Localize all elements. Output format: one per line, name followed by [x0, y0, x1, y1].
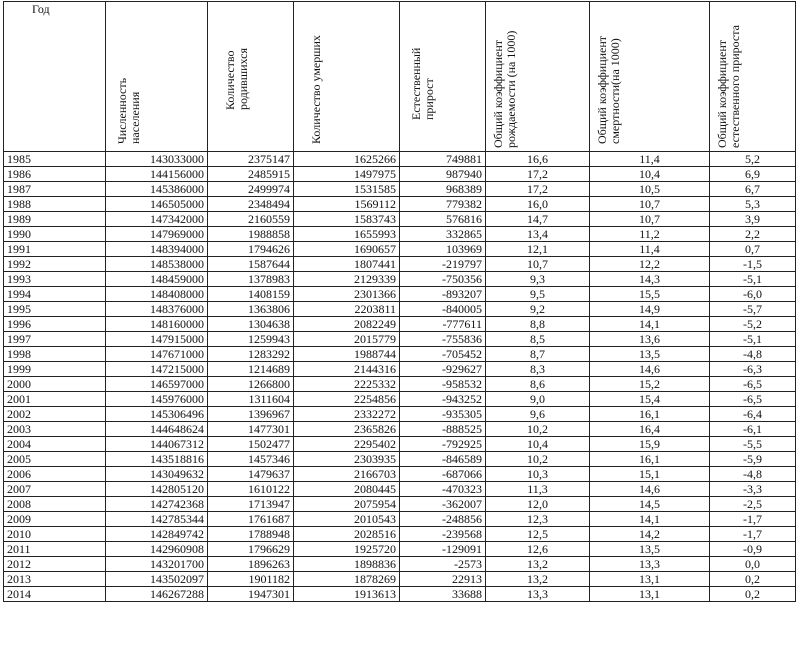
cell-population: 144648624: [106, 422, 208, 437]
cell-birth-rate: 8,5: [486, 332, 590, 347]
cell-death-rate: 10,7: [590, 197, 710, 212]
cell-population: 148160000: [106, 317, 208, 332]
cell-growth-rate: -0,9: [710, 542, 796, 557]
demographics-table: [3, 1, 796, 602]
cell-deaths: 2166703: [294, 467, 400, 482]
cell-death-rate: 14,5: [590, 497, 710, 512]
cell-births: 1587644: [208, 257, 294, 272]
cell-death-rate: 12,2: [590, 257, 710, 272]
cell-growth-rate: 6,7: [710, 182, 796, 197]
cell-population: 146597000: [106, 377, 208, 392]
cell-population: 147215000: [106, 362, 208, 377]
cell-death-rate: 16,4: [590, 422, 710, 437]
table-row: [4, 347, 796, 362]
cell-birth-rate: 16,6: [486, 152, 590, 167]
table-row: [4, 302, 796, 317]
cell-death-rate: 13,5: [590, 542, 710, 557]
cell-births: 1363806: [208, 302, 294, 317]
header-year: [4, 2, 106, 152]
cell-growth-rate: -5,2: [710, 317, 796, 332]
header-death-rate: [590, 2, 710, 152]
cell-death-rate: 13,6: [590, 332, 710, 347]
cell-growth-rate: -1,7: [710, 512, 796, 527]
cell-deaths: 2301366: [294, 287, 400, 302]
cell-death-rate: 13,5: [590, 347, 710, 362]
table-row: [4, 287, 796, 302]
cell-growth-rate: -5,5: [710, 437, 796, 452]
cell-births: 1408159: [208, 287, 294, 302]
cell-birth-rate: 8,8: [486, 317, 590, 332]
cell-population: 147342000: [106, 212, 208, 227]
cell-death-rate: 13,1: [590, 587, 710, 602]
header-deaths: [294, 2, 400, 152]
table-row: [4, 377, 796, 392]
cell-deaths: 2080445: [294, 482, 400, 497]
cell-year: 1995: [4, 302, 106, 317]
cell-death-rate: 16,1: [590, 452, 710, 467]
table-row: [4, 482, 796, 497]
cell-births: 1283292: [208, 347, 294, 362]
cell-deaths: 2365826: [294, 422, 400, 437]
cell-natural-growth: -846589: [400, 452, 486, 467]
cell-deaths: 2129339: [294, 272, 400, 287]
cell-death-rate: 14,1: [590, 317, 710, 332]
cell-births: 1311604: [208, 392, 294, 407]
cell-natural-growth: -935305: [400, 407, 486, 422]
cell-births: 1477301: [208, 422, 294, 437]
cell-natural-growth: 103969: [400, 242, 486, 257]
table-row: [4, 182, 796, 197]
cell-births: 1396967: [208, 407, 294, 422]
cell-death-rate: 14,2: [590, 527, 710, 542]
cell-growth-rate: -1,7: [710, 527, 796, 542]
header-deaths-label: Количество умерших: [309, 35, 323, 144]
cell-year: 2004: [4, 437, 106, 452]
cell-population: 144156000: [106, 167, 208, 182]
cell-death-rate: 15,5: [590, 287, 710, 302]
cell-deaths: 2075954: [294, 497, 400, 512]
table-row: [4, 422, 796, 437]
cell-natural-growth: 987940: [400, 167, 486, 182]
table-row: [4, 152, 796, 167]
cell-natural-growth: -750356: [400, 272, 486, 287]
cell-birth-rate: 12,5: [486, 527, 590, 542]
cell-births: 1761687: [208, 512, 294, 527]
cell-birth-rate: 12,6: [486, 542, 590, 557]
cell-births: 1457346: [208, 452, 294, 467]
cell-deaths: 1898836: [294, 557, 400, 572]
cell-growth-rate: -6,1: [710, 422, 796, 437]
cell-deaths: 2144316: [294, 362, 400, 377]
cell-year: 2005: [4, 452, 106, 467]
cell-growth-rate: -5,1: [710, 332, 796, 347]
cell-death-rate: 14,3: [590, 272, 710, 287]
cell-population: 148538000: [106, 257, 208, 272]
table-row: [4, 512, 796, 527]
cell-deaths: 2028516: [294, 527, 400, 542]
cell-population: 145976000: [106, 392, 208, 407]
cell-population: 146267288: [106, 587, 208, 602]
table-row: [4, 572, 796, 587]
cell-death-rate: 14,6: [590, 482, 710, 497]
cell-birth-rate: 11,3: [486, 482, 590, 497]
cell-death-rate: 15,4: [590, 392, 710, 407]
cell-birth-rate: 10,3: [486, 467, 590, 482]
cell-growth-rate: -6,0: [710, 287, 796, 302]
cell-population: 143033000: [106, 152, 208, 167]
cell-year: 2002: [4, 407, 106, 422]
cell-growth-rate: 5,3: [710, 197, 796, 212]
cell-deaths: 1878269: [294, 572, 400, 587]
cell-year: 2001: [4, 392, 106, 407]
cell-year: 2009: [4, 512, 106, 527]
header-death-rate-label: Общий коэффициент смертности(на 1000): [595, 35, 622, 144]
cell-growth-rate: -5,1: [710, 272, 796, 287]
cell-year: 2013: [4, 572, 106, 587]
header-births-label: Количество родившихся: [223, 47, 250, 110]
cell-natural-growth: -362007: [400, 497, 486, 512]
cell-births: 2485915: [208, 167, 294, 182]
cell-population: 142805120: [106, 482, 208, 497]
cell-population: 142960908: [106, 542, 208, 557]
cell-births: 1378983: [208, 272, 294, 287]
cell-deaths: 1497975: [294, 167, 400, 182]
cell-births: 2375147: [208, 152, 294, 167]
cell-growth-rate: 3,9: [710, 212, 796, 227]
cell-population: 147671000: [106, 347, 208, 362]
cell-birth-rate: 8,7: [486, 347, 590, 362]
cell-births: 2160559: [208, 212, 294, 227]
cell-birth-rate: 10,7: [486, 257, 590, 272]
cell-death-rate: 13,1: [590, 572, 710, 587]
cell-natural-growth: -470323: [400, 482, 486, 497]
cell-deaths: 1625266: [294, 152, 400, 167]
cell-year: 1988: [4, 197, 106, 212]
cell-deaths: 2082249: [294, 317, 400, 332]
cell-natural-growth: -929627: [400, 362, 486, 377]
cell-death-rate: 11,4: [590, 242, 710, 257]
cell-growth-rate: -6,5: [710, 392, 796, 407]
cell-death-rate: 15,9: [590, 437, 710, 452]
cell-population: 143518816: [106, 452, 208, 467]
cell-death-rate: 11,4: [590, 152, 710, 167]
table-row: [4, 167, 796, 182]
header-birth-rate: [486, 2, 590, 152]
cell-deaths: 1583743: [294, 212, 400, 227]
cell-birth-rate: 8,6: [486, 377, 590, 392]
cell-natural-growth: -705452: [400, 347, 486, 362]
cell-births: 1259943: [208, 332, 294, 347]
table-row: [4, 587, 796, 602]
cell-birth-rate: 14,7: [486, 212, 590, 227]
cell-deaths: 2254856: [294, 392, 400, 407]
cell-births: 1947301: [208, 587, 294, 602]
cell-births: 1896263: [208, 557, 294, 572]
cell-births: 1610122: [208, 482, 294, 497]
cell-deaths: 1569112: [294, 197, 400, 212]
cell-year: 1985: [4, 152, 106, 167]
cell-population: 148376000: [106, 302, 208, 317]
cell-births: 1713947: [208, 497, 294, 512]
cell-growth-rate: 0,0: [710, 557, 796, 572]
cell-deaths: 2295402: [294, 437, 400, 452]
cell-births: 1796629: [208, 542, 294, 557]
cell-population: 142742368: [106, 497, 208, 512]
cell-births: 1502477: [208, 437, 294, 452]
cell-year: 1993: [4, 272, 106, 287]
cell-natural-growth: -248856: [400, 512, 486, 527]
cell-deaths: 1655993: [294, 227, 400, 242]
cell-birth-rate: 17,2: [486, 182, 590, 197]
cell-year: 1997: [4, 332, 106, 347]
header-natural-growth: [400, 2, 486, 152]
header-population: [106, 2, 208, 152]
cell-births: 1304638: [208, 317, 294, 332]
header-row: [4, 2, 796, 152]
cell-births: 2348494: [208, 197, 294, 212]
cell-birth-rate: 10,4: [486, 437, 590, 452]
cell-natural-growth: -840005: [400, 302, 486, 317]
cell-birth-rate: 9,5: [486, 287, 590, 302]
header-natural-growth-label: Естественный прирост: [409, 47, 436, 120]
table-row: [4, 317, 796, 332]
cell-year: 2003: [4, 422, 106, 437]
cell-year: 1990: [4, 227, 106, 242]
cell-year: 1998: [4, 347, 106, 362]
cell-natural-growth: -129091: [400, 542, 486, 557]
cell-natural-growth: -943252: [400, 392, 486, 407]
table-row: [4, 257, 796, 272]
cell-natural-growth: -777611: [400, 317, 486, 332]
cell-growth-rate: -6,3: [710, 362, 796, 377]
cell-birth-rate: 12,0: [486, 497, 590, 512]
cell-deaths: 1988744: [294, 347, 400, 362]
cell-deaths: 2332272: [294, 407, 400, 422]
cell-death-rate: 10,7: [590, 212, 710, 227]
cell-deaths: 2015779: [294, 332, 400, 347]
cell-population: 148408000: [106, 287, 208, 302]
cell-births: 1479637: [208, 467, 294, 482]
cell-deaths: 2303935: [294, 452, 400, 467]
cell-year: 2006: [4, 467, 106, 482]
cell-birth-rate: 10,2: [486, 452, 590, 467]
cell-birth-rate: 13,3: [486, 587, 590, 602]
table-row: [4, 497, 796, 512]
cell-year: 1991: [4, 242, 106, 257]
cell-death-rate: 16,1: [590, 407, 710, 422]
cell-year: 2000: [4, 377, 106, 392]
header-population-label: Численность населения: [115, 77, 142, 144]
cell-birth-rate: 13,2: [486, 572, 590, 587]
cell-birth-rate: 9,3: [486, 272, 590, 287]
table-body: [4, 152, 796, 602]
cell-growth-rate: 2,2: [710, 227, 796, 242]
table-row: [4, 272, 796, 287]
table-row: [4, 452, 796, 467]
cell-birth-rate: 13,2: [486, 557, 590, 572]
header-growth-rate: [710, 2, 796, 152]
cell-death-rate: 13,3: [590, 557, 710, 572]
cell-population: 142849742: [106, 527, 208, 542]
cell-birth-rate: 12,3: [486, 512, 590, 527]
table-row: [4, 212, 796, 227]
table-row: [4, 362, 796, 377]
table-row: [4, 557, 796, 572]
cell-deaths: 1531585: [294, 182, 400, 197]
table-row: [4, 332, 796, 347]
cell-birth-rate: 10,2: [486, 422, 590, 437]
cell-population: 144067312: [106, 437, 208, 452]
cell-year: 2007: [4, 482, 106, 497]
cell-natural-growth: 332865: [400, 227, 486, 242]
cell-births: 1988858: [208, 227, 294, 242]
cell-death-rate: 14,1: [590, 512, 710, 527]
cell-population: 143201700: [106, 557, 208, 572]
header-birth-rate-label: Общий коэффициент рождаемости (на 1000): [491, 30, 518, 148]
cell-births: 1794626: [208, 242, 294, 257]
cell-birth-rate: 9,2: [486, 302, 590, 317]
cell-deaths: 2225332: [294, 377, 400, 392]
cell-natural-growth: 22913: [400, 572, 486, 587]
table-row: [4, 527, 796, 542]
cell-death-rate: 10,4: [590, 167, 710, 182]
cell-natural-growth: -893207: [400, 287, 486, 302]
table-row: [4, 197, 796, 212]
cell-natural-growth: 33688: [400, 587, 486, 602]
cell-growth-rate: -6,5: [710, 377, 796, 392]
cell-birth-rate: 13,4: [486, 227, 590, 242]
cell-growth-rate: -2,5: [710, 497, 796, 512]
table-row: [4, 467, 796, 482]
cell-natural-growth: 779382: [400, 197, 486, 212]
cell-growth-rate: -1,5: [710, 257, 796, 272]
cell-natural-growth: -888525: [400, 422, 486, 437]
cell-natural-growth: -219797: [400, 257, 486, 272]
cell-natural-growth: -792925: [400, 437, 486, 452]
cell-year: 1996: [4, 317, 106, 332]
cell-year: 1994: [4, 287, 106, 302]
cell-population: 145306496: [106, 407, 208, 422]
table-row: [4, 392, 796, 407]
cell-birth-rate: 9,6: [486, 407, 590, 422]
cell-growth-rate: 5,2: [710, 152, 796, 167]
cell-year: 1987: [4, 182, 106, 197]
cell-death-rate: 14,9: [590, 302, 710, 317]
table-row: [4, 242, 796, 257]
cell-year: 2012: [4, 557, 106, 572]
cell-year: 2011: [4, 542, 106, 557]
header-births: [208, 2, 294, 152]
cell-population: 145386000: [106, 182, 208, 197]
cell-year: 1986: [4, 167, 106, 182]
table-row: [4, 407, 796, 422]
cell-growth-rate: -3,3: [710, 482, 796, 497]
cell-growth-rate: 6,9: [710, 167, 796, 182]
cell-growth-rate: -5,7: [710, 302, 796, 317]
cell-deaths: 2203811: [294, 302, 400, 317]
cell-deaths: 1913613: [294, 587, 400, 602]
cell-year: 1989: [4, 212, 106, 227]
cell-birth-rate: 16,0: [486, 197, 590, 212]
cell-population: 148394000: [106, 242, 208, 257]
cell-natural-growth: -958532: [400, 377, 486, 392]
cell-growth-rate: -5,9: [710, 452, 796, 467]
cell-year: 2014: [4, 587, 106, 602]
cell-growth-rate: 0,2: [710, 572, 796, 587]
cell-birth-rate: 12,1: [486, 242, 590, 257]
cell-growth-rate: 0,2: [710, 587, 796, 602]
cell-birth-rate: 9,0: [486, 392, 590, 407]
cell-death-rate: 15,1: [590, 467, 710, 482]
cell-growth-rate: -6,4: [710, 407, 796, 422]
table-row: [4, 437, 796, 452]
cell-natural-growth: -687066: [400, 467, 486, 482]
cell-natural-growth: -755836: [400, 332, 486, 347]
cell-population: 142785344: [106, 512, 208, 527]
cell-growth-rate: -4,8: [710, 347, 796, 362]
cell-population: 147915000: [106, 332, 208, 347]
cell-death-rate: 14,6: [590, 362, 710, 377]
cell-year: 1992: [4, 257, 106, 272]
table-row: [4, 227, 796, 242]
cell-deaths: 1925720: [294, 542, 400, 557]
cell-natural-growth: 576816: [400, 212, 486, 227]
header-year-label: Год: [32, 2, 50, 16]
cell-population: 147969000: [106, 227, 208, 242]
cell-population: 148459000: [106, 272, 208, 287]
cell-deaths: 2010543: [294, 512, 400, 527]
cell-natural-growth: 968389: [400, 182, 486, 197]
header-growth-rate-label: Общий коэффициент естественного прироста: [715, 25, 742, 148]
cell-natural-growth: 749881: [400, 152, 486, 167]
cell-births: 1901182: [208, 572, 294, 587]
cell-natural-growth: -239568: [400, 527, 486, 542]
cell-deaths: 1807441: [294, 257, 400, 272]
cell-death-rate: 11,2: [590, 227, 710, 242]
cell-population: 146505000: [106, 197, 208, 212]
cell-growth-rate: 0,7: [710, 242, 796, 257]
cell-population: 143502097: [106, 572, 208, 587]
cell-birth-rate: 17,2: [486, 167, 590, 182]
cell-growth-rate: -4,8: [710, 467, 796, 482]
cell-births: 1214689: [208, 362, 294, 377]
cell-death-rate: 10,5: [590, 182, 710, 197]
cell-population: 143049632: [106, 467, 208, 482]
cell-death-rate: 15,2: [590, 377, 710, 392]
cell-year: 2010: [4, 527, 106, 542]
cell-deaths: 1690657: [294, 242, 400, 257]
cell-births: 1266800: [208, 377, 294, 392]
cell-year: 1999: [4, 362, 106, 377]
cell-birth-rate: 8,3: [486, 362, 590, 377]
cell-births: 2499974: [208, 182, 294, 197]
cell-year: 2008: [4, 497, 106, 512]
cell-natural-growth: -2573: [400, 557, 486, 572]
table-row: [4, 542, 796, 557]
cell-births: 1788948: [208, 527, 294, 542]
